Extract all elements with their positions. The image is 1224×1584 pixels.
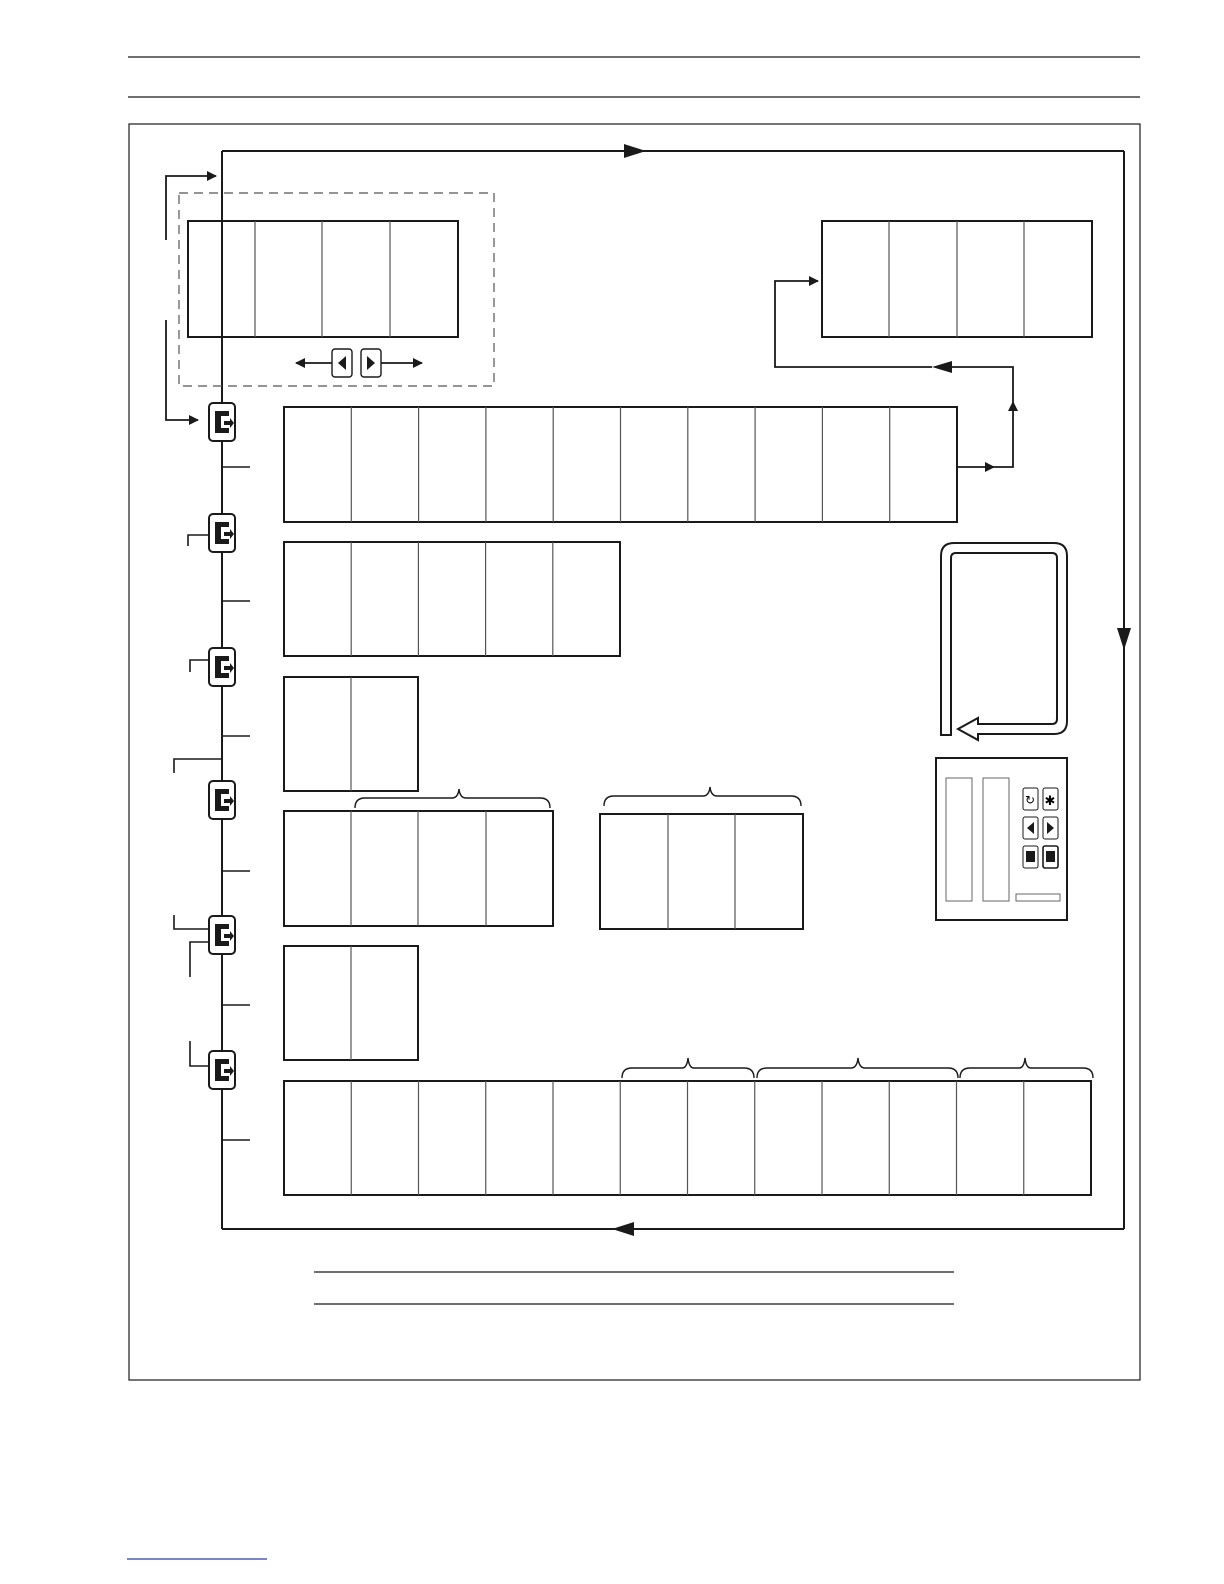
device-panel	[936, 758, 1067, 920]
bell-reset-icon: ↻	[1024, 793, 1036, 807]
row-4b	[600, 814, 803, 929]
connector-row1-to-topright	[775, 281, 1013, 467]
loop-arrow-top	[624, 144, 646, 158]
top-left-bracket	[166, 176, 216, 420]
loop-arrow-bottom	[612, 1222, 634, 1236]
row-3	[284, 677, 418, 791]
row-5	[284, 946, 418, 1060]
arrow-keys	[296, 349, 422, 377]
brace-row4b	[604, 787, 801, 806]
mode-in-icon	[1026, 851, 1035, 862]
figure-frame	[129, 124, 1140, 1380]
brace-row6-c	[960, 1058, 1093, 1078]
brace-row6-b	[757, 1058, 958, 1078]
asterisk-icon: ✱	[1044, 794, 1056, 809]
loop-arrow-right	[1117, 628, 1131, 650]
top-display	[188, 221, 458, 337]
row-4	[284, 811, 553, 926]
row-2	[284, 542, 620, 656]
u-turn-arrow-icon	[941, 543, 1067, 740]
brace-row6-a	[622, 1058, 754, 1078]
mode-out-icon	[1046, 851, 1055, 862]
top-right-display	[822, 221, 1092, 337]
row-1	[284, 407, 957, 522]
row-6	[284, 1081, 1091, 1195]
